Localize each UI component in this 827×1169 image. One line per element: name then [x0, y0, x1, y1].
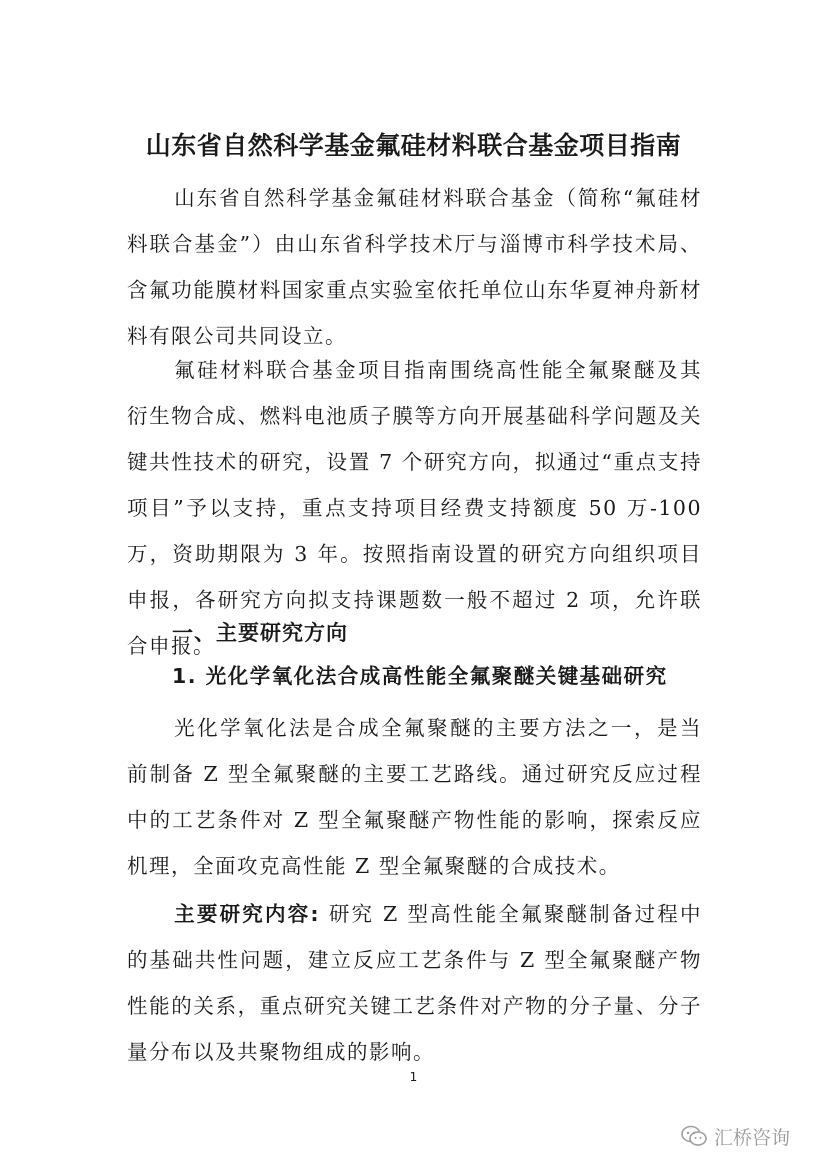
- method-paragraph: 光化学氧化法是合成全氟聚醚的主要方法之一，是当前制备 Z 型全氟聚醚的主要工艺路线。通过研究反应过程中的工艺条件对 Z 型全氟聚醚产物性能的影响，探索反应机理，全面攻克高性能 Z 型全氟聚醚的合成技术。: [127, 716, 702, 878]
- subsection-heading: 1. 光化学氧化法合成高性能全氟聚醚关键基础研究: [172, 664, 668, 688]
- document-title: 山东省自然科学基金氟硅材料联合基金项目指南: [145, 131, 682, 160]
- watermark: [680, 1123, 790, 1149]
- watermark-text: 汇桥咨询: [714, 1126, 791, 1149]
- section-heading: 一、主要研究方向: [172, 621, 348, 645]
- intro-paragraph: 山东省自然科学基金氟硅材料联合基金（简称“氟硅材料联合基金”）由山东省科学技术厅与淄博市科学技术局、含氟功能膜材料国家重点实验室依托单位山东华夏神舟新材料有限公司共同设立。: [127, 186, 702, 348]
- research-content-lead: 主要研究内容:: [174, 902, 321, 926]
- scope-paragraph: 氟硅材料联合基金项目指南围绕高性能全氟聚醚及其衍生物合成、燃料电池质子膜等方向开展基础科学问题及关键共性技术的研究，设置 7 个研究方向，拟通过“重点支持项目”予以支持，重点支持项目经费支持额度 50 万-100 万，资助期限为 3 年。按照指南设置的研究方向组织项目申报，各研究方向拟支持课题数一般不超过 2 项，允许联合申报。: [127, 358, 702, 658]
- research-content-text: 研究 Z 型高性能全氟聚醚制备过程中的基础共性问题，建立反应工艺条件与 Z 型全氟聚醚产物性能的关系，重点研究关键工艺条件对产物的分子量、分子量分布以及共聚物组成的影响。: [127, 902, 702, 1064]
- research-content-paragraph: [127, 891, 702, 1075]
- wechat-icon: [680, 1125, 708, 1147]
- page-number: 1: [409, 1070, 418, 1084]
